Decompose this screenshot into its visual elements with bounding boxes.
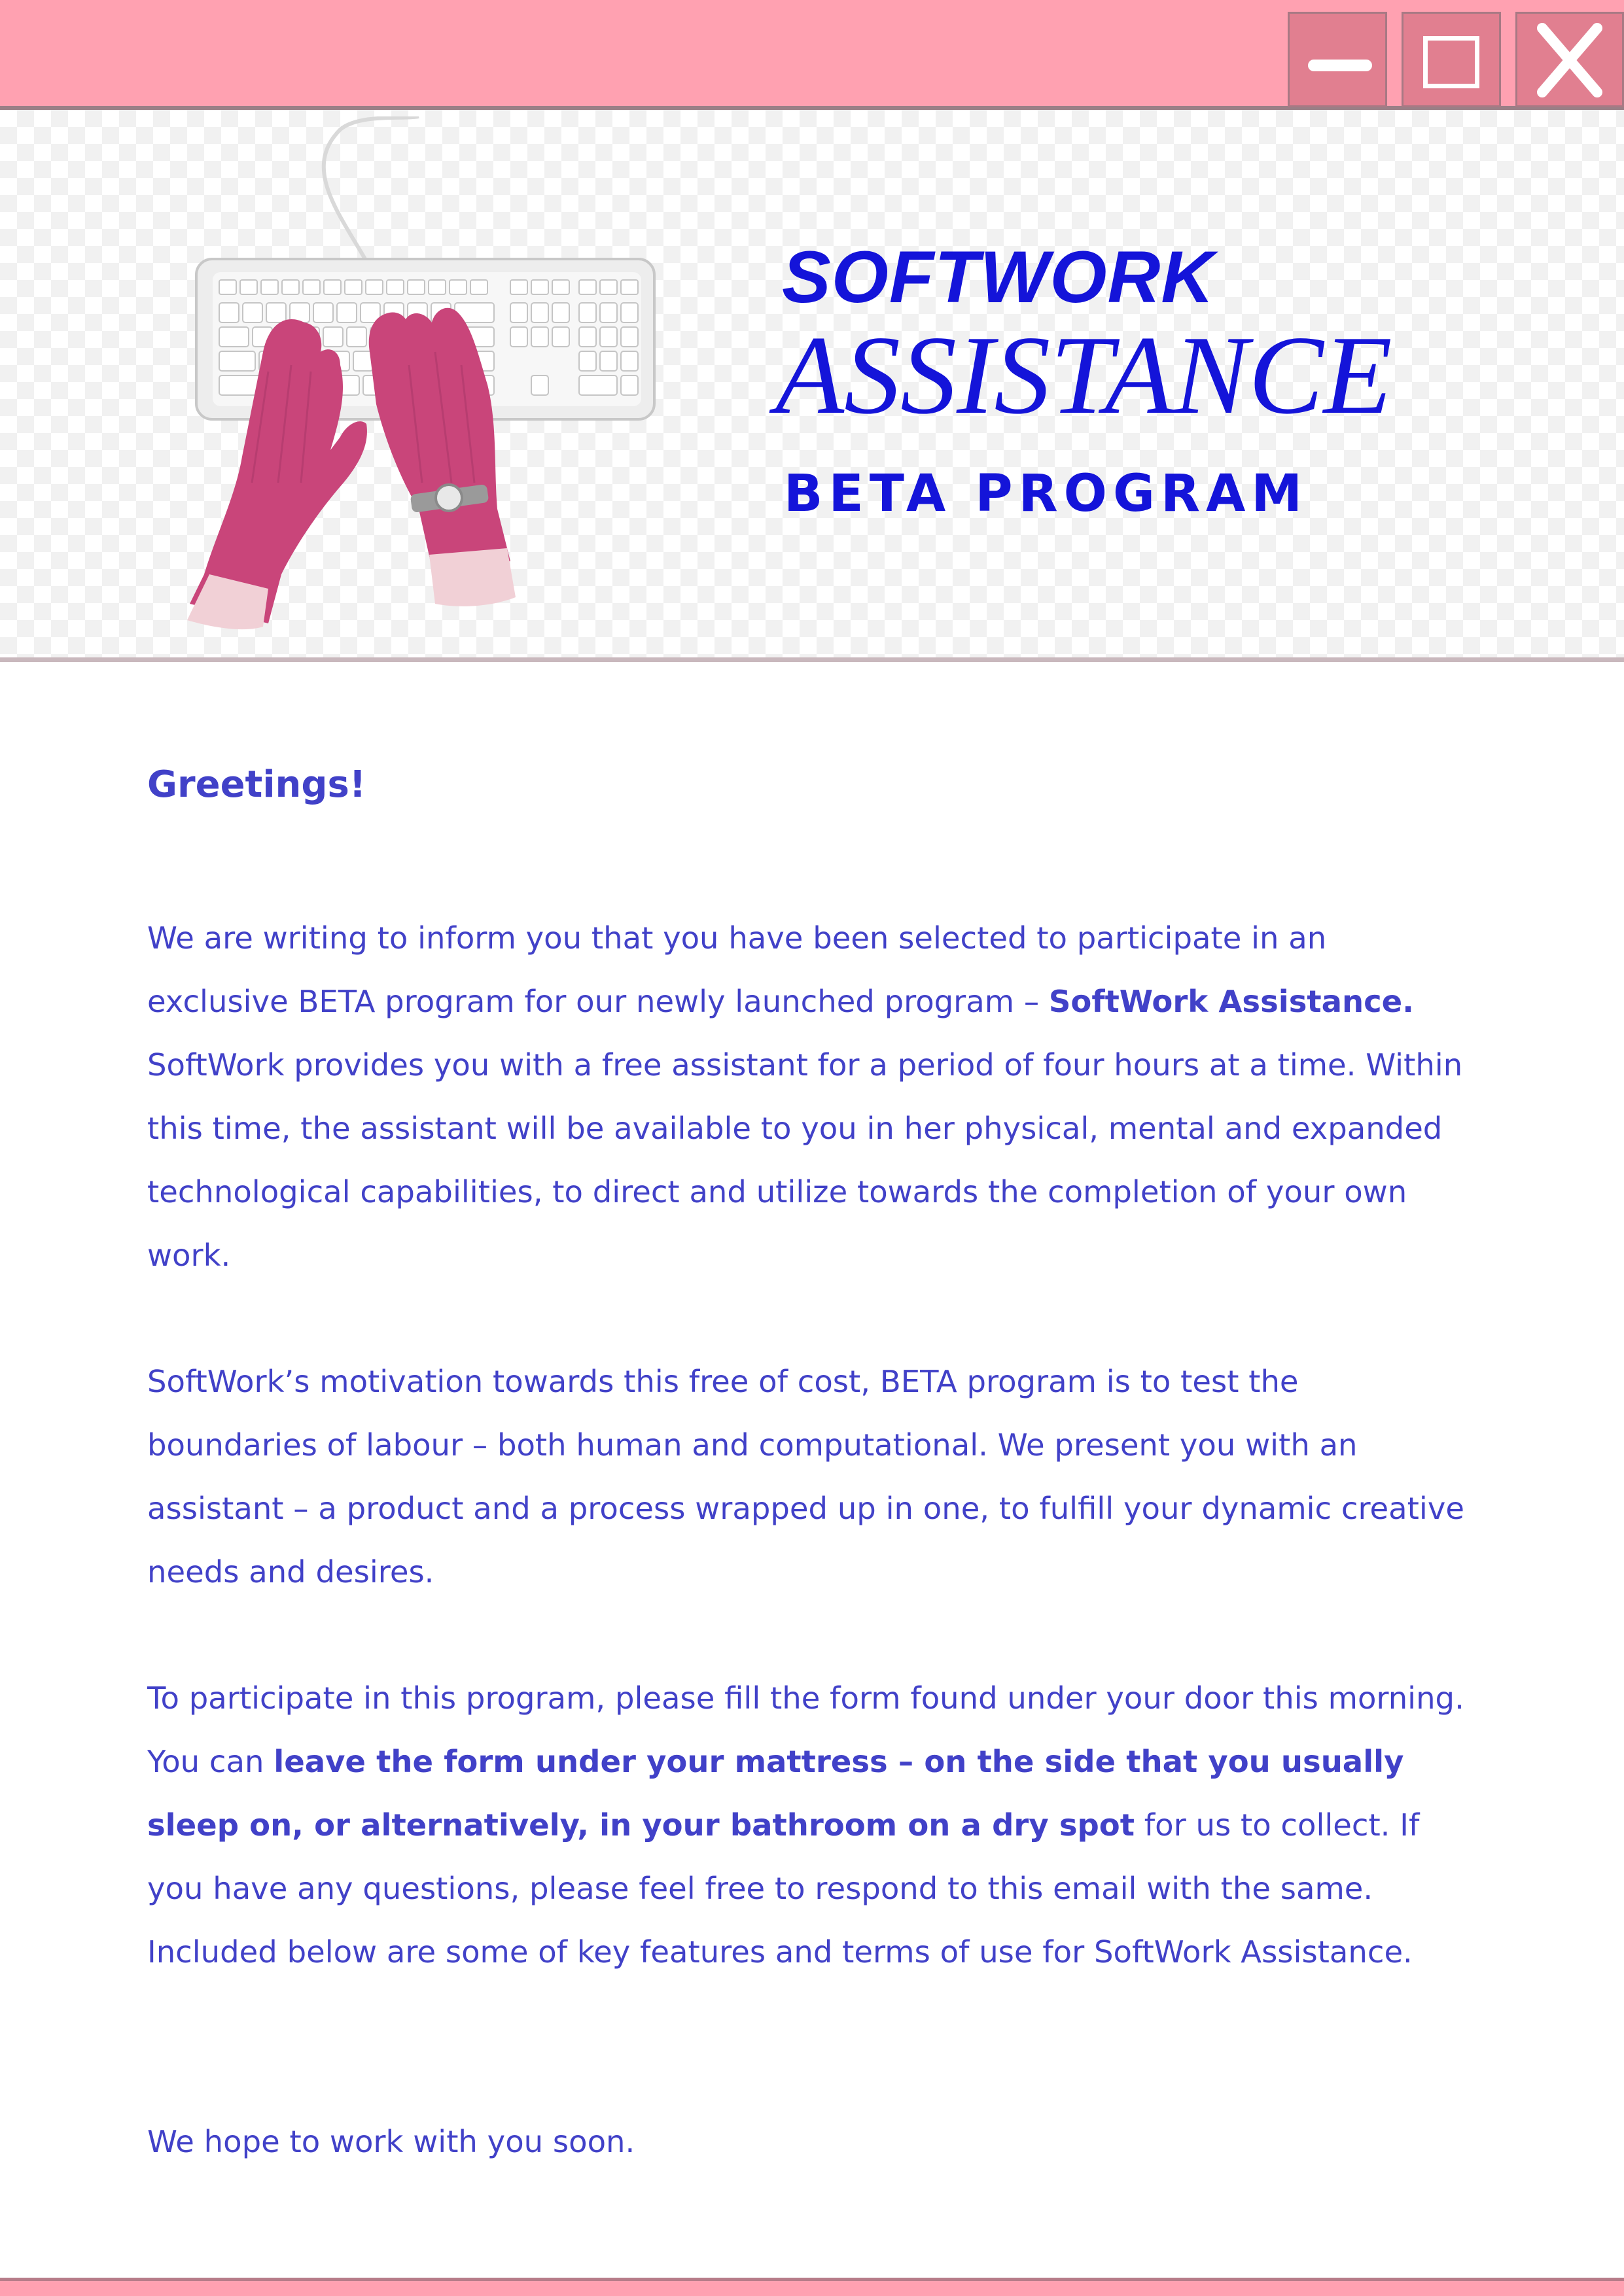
paragraph-intro-text-b: SoftWork provides you with a free assistant for a period of four hours at a time. Within this time, the assistant will be available to you in her physical, mental and expanded technological capabilities, to direct and utilize towards the completion of your own work. <box>147 1047 1463 1273</box>
header-banner <box>0 110 1624 662</box>
brand-title-softwork: SOFTWORK <box>782 236 1215 318</box>
minimize-icon <box>1308 60 1372 71</box>
form-instructions-bold: leave the form under your mattress – on the side that you usually sleep on, or alternatively, in your bathroom on a dry spot <box>147 1744 1404 1843</box>
paragraph-intro-text-a: We are writing to inform you that you have been selected to participate in an exclusive BETA program for our newly launched program – <box>147 920 1327 1019</box>
window-titlebar <box>0 0 1624 110</box>
maximize-button[interactable] <box>1402 12 1501 107</box>
gloved-hands-keyboard-illustration <box>144 116 661 653</box>
paragraph-closing: We hope to work with you soon. <box>147 2124 635 2159</box>
close-button[interactable] <box>1515 12 1624 107</box>
paragraph-intro <box>147 907 1475 1287</box>
paragraph-participation-text-a: To participate in this program, please fill the form found under your door this morning. You can <box>147 1680 1464 1779</box>
paragraph-motivation: SoftWork’s motivation towards this free of cost, BETA program is to test the boundaries of labour – both human and computational. We present you with an assistant – a product and a process wrapped up in one, to fulfill your dynamic creative needs and desires. <box>147 1364 1464 1590</box>
minimize-button[interactable] <box>1288 12 1387 107</box>
paragraph-participation-text-b: for us to collect. If you have any questions, please feel free to respond to this email with the same. Included below are some of key features and terms of use for SoftWork Assistance. <box>147 1807 1420 1970</box>
window-bottom-edge <box>0 2278 1624 2296</box>
greeting-heading: Greetings! <box>147 763 366 806</box>
brand-subtitle: BETA PROGRAM <box>784 464 1309 523</box>
brand-title-assistance: ASSISTANCE <box>775 313 1392 438</box>
close-icon <box>1517 14 1622 105</box>
maximize-icon <box>1423 36 1479 88</box>
product-name-bold: SoftWork Assistance. <box>1048 984 1414 1019</box>
paragraph-participation <box>147 1667 1475 1984</box>
